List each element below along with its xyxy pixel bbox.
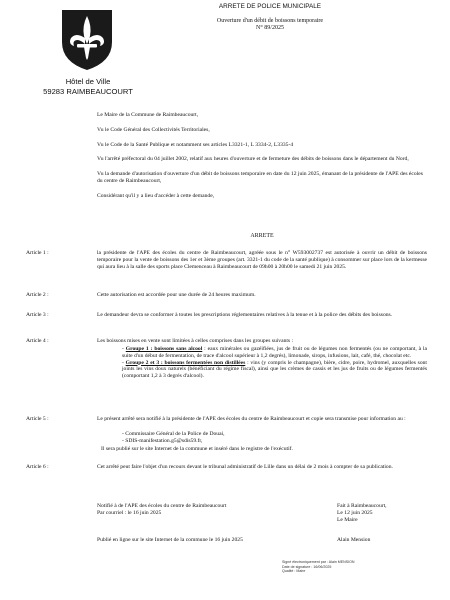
- article-6-label: Article 6 :: [26, 464, 49, 470]
- esign-date: Date de signature : 16/06/2025: [282, 564, 332, 569]
- recipient-item: - Commissaire Général de la Police de Douai,: [122, 431, 225, 437]
- town-postcode: 59283 RAIMBEAUCOURT: [43, 86, 133, 96]
- preamble-line: Vu le Code de la Santé Publique et notamment ses articles L3321-1, L 3334-2, L3335-4: [97, 141, 294, 148]
- group-item: - Groupe 1 : boissons sans alcool : eaux minérales ou gazéifiées, jus de fruit ou de légumes non fermentés (ou ne comportant, à la suite d'un début de fermentation, de trace d'alcool supérieur à 1,2 degrés), limonade, sirops, infusions, lait, café, thé, chocolat etc.: [122, 346, 428, 359]
- town-hall-label: Hôtel de Ville: [65, 77, 111, 86]
- group-item: - Groupe 2 et 3 : boissons fermentées non distillées : vins (y compris le champagne), bière, cidre, poire, hydromel, auxquelles sont joints les vins doux naturels (bénéficiant du régime fiscal), ainsi que les crèmes de cassis et les jus de fruits ou de légumes fermentés (comportant 1,2 à 3 degrés d'alcool).: [122, 359, 427, 380]
- document-number: N° 89/2025: [256, 25, 284, 32]
- group-description: : vins (y compris le champagne), bière, cidre, poire, hydromel, auxquelles sont joints les vins doux naturels (bénéficiant du régime fiscal), ainsi que les crèmes de cassis et les jus de fruits ou de légumes fermentés (comportant 1,2 à 3 degrés d'alcool).: [122, 359, 427, 380]
- esign-signer: Signé électroniquement par : Alain MENSION: [282, 560, 355, 564]
- article-1-label: Article 1 :: [26, 250, 49, 256]
- article-4-text: Les boissons mises en vente sont limitées à celles comprises dans les groupes suivants :: [97, 338, 294, 344]
- signature-role: Le Maire: [337, 516, 358, 523]
- preamble-line: Le Maire de la Commune de Raimbeaucourt,: [97, 112, 199, 118]
- document-subject: Ouverture d'un débit de boissons temporaire: [216, 18, 324, 24]
- electronic-signature: [282, 560, 432, 574]
- preamble-line: Vu la demande d'autorisation d'ouverture d'un débit de boissons temporaire en date du 12 juin 2025, émanant de la présidente de l'APE des écoles du centre de Raimbeaucourt,: [97, 171, 423, 184]
- preamble-line: Vu le Code Général des Collectivités Territoriales,: [97, 126, 210, 133]
- document-title: ARRETE DE POLICE MUNICIPALE: [218, 3, 322, 10]
- article-2-text: Cette autorisation est accordée pour une durée de 24 heures maximum.: [97, 292, 256, 298]
- municipal-shield-logo: [58, 6, 116, 72]
- preamble-line: Considérant qu'il y a lieu d'accéder à cette demande,: [97, 192, 215, 199]
- article-4-label: Article 4 :: [26, 338, 49, 344]
- group-title: Groupe 2 et 3 : boissons fermentées non distillées: [125, 359, 246, 366]
- article-5-label: Article 5 :: [26, 416, 49, 422]
- publication-line: Publié en ligne sur le site Internet de la commune le 16 juin 2025: [97, 537, 243, 543]
- article-3-label: Article 3 :: [26, 312, 49, 318]
- group-description: : eaux minérales ou gazéifiées, jus de fruit ou de légumes non fermentés (ou ne comportant, à la suite d'un début de fermentation, de trace d'alcool supérieur à 1,2 degrés), limonade, sirops, infusions, lait, café, thé, chocolat etc.: [122, 346, 428, 359]
- esign-role: Qualité : Maire: [282, 569, 306, 574]
- article-6-text: Cet arrêté peut faire l'objet d'un recours devant le tribunal administratif de Lille dans un délai de 2 mois à compter de sa publication.: [97, 464, 393, 470]
- article-5-recipients: [122, 431, 422, 445]
- fleur-de-lis-icon: [58, 6, 116, 72]
- signature-place: Fait à Raimbeaucourt,: [337, 503, 387, 509]
- document-header: [188, 3, 352, 32]
- preamble-line: Vu l'arrêté préfectoral du 04 juillet 2002, relatif aux heures d'ouverture et de fermeture des débits de boissons dans le département du Nord,: [97, 156, 409, 163]
- mayor-name: Alain Mension: [337, 537, 371, 543]
- notification-line: Notifié à de l'APE des écoles du centre de Raimbeaucourt: [97, 503, 227, 509]
- group-title: Groupe 1 : boissons sans alcool: [125, 346, 203, 352]
- article-1-text: la présidente de l'APE des écoles du centre de Raimbeaucourt, agréée sous le n° W593002737 est autorisée à ouvrir un débit de boissons temporaire pour la vente de boissons des 1er et 3ème groupes (art. 3321-1 du code de la santé publique) à consommer sur place lors de la kermesse qui aura lieu à la salle des sports place Clemenceau à Raimbeaucourt de 09h00 à 20h00 le samedi 21 juin 2025.: [97, 250, 427, 270]
- arrete-heading: ARRETE: [250, 233, 274, 239]
- article-5-text: Le présent arrêté sera notifié à la présidente de l'APE des écoles du centre de Raimbeaucourt et copie sera transmise pour information au :: [97, 416, 406, 422]
- article-5-footer: Il sera publié sur le site Internet de la commune et inséré dans le registre de l'exécutif.: [101, 446, 293, 452]
- article-3-text: Le demandeur devra se conformer à toutes les prescriptions réglementaires relatives à la tenue et à la police des débits des boissons.: [97, 312, 393, 318]
- signature-block: [337, 503, 437, 523]
- article-4-groups: [122, 346, 427, 380]
- sender-block: [26, 77, 150, 96]
- notification-block: [97, 503, 287, 517]
- signature-date: Le 12 juin 2025: [337, 509, 373, 516]
- preamble: [97, 112, 427, 200]
- notification-date: Par courriel : le 16 juin 2025: [97, 509, 162, 516]
- article-2-label: Article 2 :: [26, 292, 49, 298]
- recipient-item: - SDIS-manifestation.g5@sdis59.fr,: [122, 437, 203, 444]
